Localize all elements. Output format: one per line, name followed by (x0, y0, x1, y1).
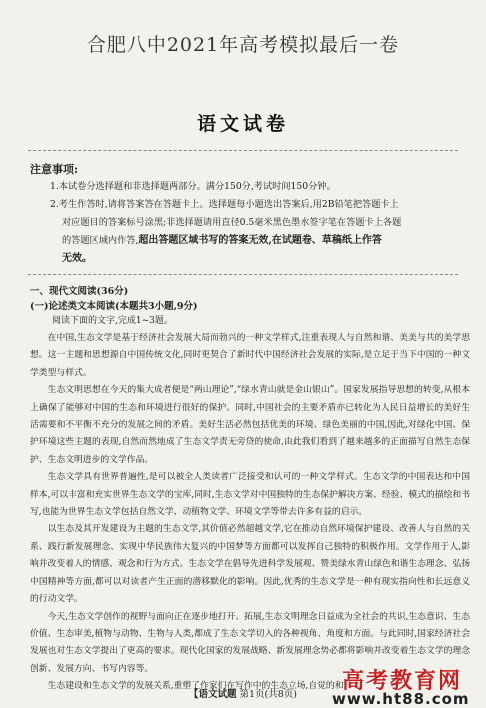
notice-item-2-line-3 (62, 232, 482, 250)
notice-item-2-line-2 (62, 214, 482, 232)
notice-heading: 注意事项: (30, 163, 79, 176)
notice-item-2-text-1: 2.考生作答时,请将答案答在答题卡上。选择题每小题选出答案后,用2B铅笔把答题卡上 (50, 199, 399, 210)
notice-warning-text: 超出答题区域书写的答案无效,在试题卷、草稿纸上作答 (138, 235, 382, 246)
article-paragraph: 在中国,生态文学是基于经济社会发展大局而勃兴的一种文学样式,注重表现人与自然和谐、美美与共的美学思想。这一主题和思想源自中国传统文化,同时更契合了新时代中国经济社会发展的实际,是立足于当下中国的一种文学类型与样式。 (30, 333, 470, 378)
footer-subject: 【语文试题 (188, 689, 237, 700)
section-subheading: (一)论述类文本阅读(本题共3小题,9分) (30, 301, 198, 312)
article-paragraph: 生态文明思想在今天的集大成者便是“两山理论”,“绿水青山就是金山银山”。国家发展指导思想的转变,从根本上确保了能够对中国的生态和环境进行很好的保护。同时,中国社会的主要矛盾亦已转化为人民日益增长的美好生活需要和不平衡不充分的发展之间的矛盾。美好生活必然包括优美的环境、绿色美丽的中国,因此,对绿化中国、保护环境这些主题的表现,自然而然地成了生态文学责无旁贷的使命,由此我们看到了越来越多的正面描写自然生态保护、生态文明进步的文学作品。 (30, 385, 470, 465)
article-paragraph: 以生态及其开发建设为主题的生态文学,其价值必然超越文学,它在推动自然环境保护建设、改善人与自然的关系、践行新发展理念、实现中华民族伟大复兴的中国梦等方面都可以发挥自己独特的积极作用。文学作用于人,影响并改变着人的情感、观念和行为方式。生态文学在倡导先进科学发展观、赞美绿水青山绿色和谐生态理念、弘扬中国精神等方面,都可以对读者产生正面的潜移默化的影响。因此,优秀的生态文学是一种有现实指向性和长远意义的行动文学。 (30, 524, 470, 605)
watermark-logo: 高考教育网 (342, 669, 463, 694)
notice-item-2-text-2: 对应题目的答案标号涂黑;非选择题请用直径0.5毫米黑色墨水签字笔在答题卡上各题 (62, 217, 402, 228)
notice-item-2-text-3: 的答题区域内作答, (62, 235, 139, 246)
notice-item-2-line-4 (62, 250, 482, 268)
notice-item-2-line-1 (50, 196, 470, 214)
subject-title: 语文试卷 (196, 113, 289, 135)
reading-instruction: 阅读下面的文字,完成1~3题。 (52, 316, 173, 326)
article-paragraph: 生态建设和生态文学的发展关系,重塑了作家们在写作中的生态立场,自觉的和 (47, 681, 344, 692)
divider-line (28, 150, 458, 151)
notice-item-1-text: 1.本试卷分选择题和非选择题两部分。满分150分,考试时间150分钟。 (50, 181, 336, 192)
divider-line-2 (28, 274, 458, 275)
notice-item-1 (50, 178, 470, 196)
notice-warning-end: 无效。 (62, 253, 92, 264)
watermark-url: www.ht88.com (332, 690, 470, 708)
watermark (332, 664, 482, 708)
article-paragraph: 今天,生态文学创作的视野与面向正在逐步地打开、拓展,生态文明理念日益成为全社会的共识,生态意识、生态价值、生态审美,植物与动物、生物与人类,都成了生态文学切入的各种视角、角度和方面。与此同时,国家经济社会发展也对生态文学提出了更高的要求。现代化国家的发展战略、新发展理念势必都将影响并改变着生态文学的理念创新、发展方向、书写内容等。 (30, 611, 470, 674)
footer-page-info: 第1页(共8页) (239, 689, 298, 700)
exam-title: 合肥八中2021年高考模拟最后一卷 (86, 34, 400, 56)
article-paragraph: 生态文学具有世界普遍性,是可以被全人类读者广泛接受和认可的一种文学样式。生态文学的中国表达和中国样本,可以丰富和充实世界生态文学的宝库,同时,生态文学对中国独特的生态保护解决方案、经验、模式的描绘和书写,也能为世界生态文学包括自然文学、动植物文学、环境文学等带去许多有益的启示。 (30, 472, 470, 518)
section-heading: 一、现代文阅读(36分) (30, 286, 129, 297)
